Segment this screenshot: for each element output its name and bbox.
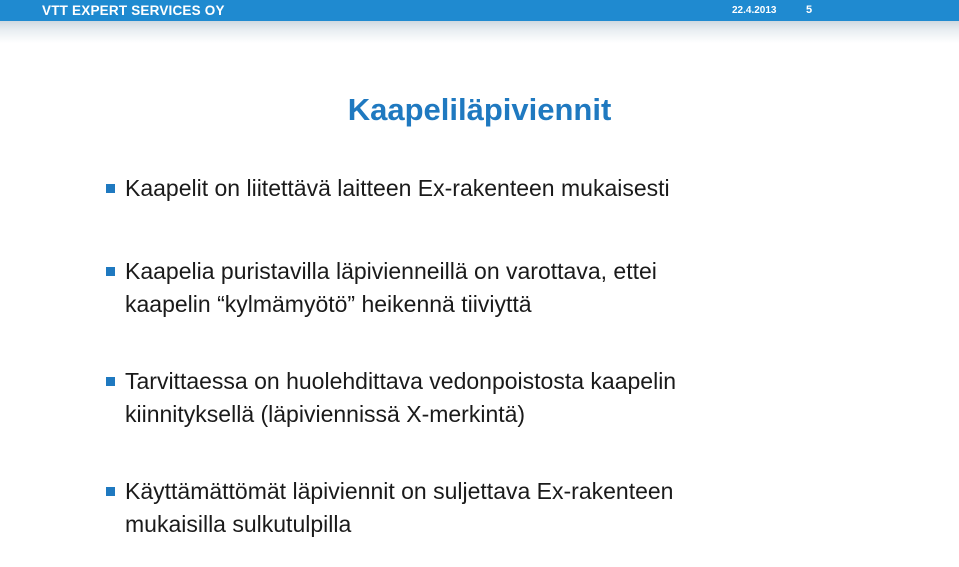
square-bullet-icon: [106, 377, 115, 386]
bullet-item: [104, 172, 924, 205]
header-shadow: [0, 21, 959, 43]
slide-title: Kaapeliläpiviennit: [347, 92, 612, 127]
bullet-text-line: kaapelin “kylmämyötö” heikennä tiiviyttä: [125, 291, 532, 317]
bullet-text-line: Kaapelit on liitettävä laitteen Ex-rakenteen mukaisesti: [125, 175, 670, 201]
bullet-text-line: kiinnityksellä (läpiviennissä X-merkintä): [125, 401, 526, 427]
slide-date: 22.4.2013: [732, 5, 777, 16]
bullet-text-line: mukaisilla sulkutulpilla: [125, 511, 352, 537]
square-bullet-icon: [106, 267, 115, 276]
square-bullet-icon: [106, 184, 115, 193]
bullet-text-line: Käyttämättömät läpiviennit on suljettava Ex-rakenteen: [125, 478, 674, 504]
bullet-text-line: Tarvittaessa on huolehdittava vedonpoistosta kaapelin: [125, 368, 677, 394]
header-bar: [0, 0, 959, 21]
bullet-item: [104, 365, 924, 431]
bullet-item: [104, 255, 924, 321]
bullet-list: [104, 172, 924, 541]
bullet-item: [104, 475, 924, 541]
bullet-text-line: Kaapelia puristavilla läpivienneillä on varottava, ettei: [125, 258, 657, 284]
square-bullet-icon: [106, 487, 115, 496]
company-name: VTT EXPERT SERVICES OY: [42, 3, 225, 18]
page-number: 5: [806, 4, 813, 16]
